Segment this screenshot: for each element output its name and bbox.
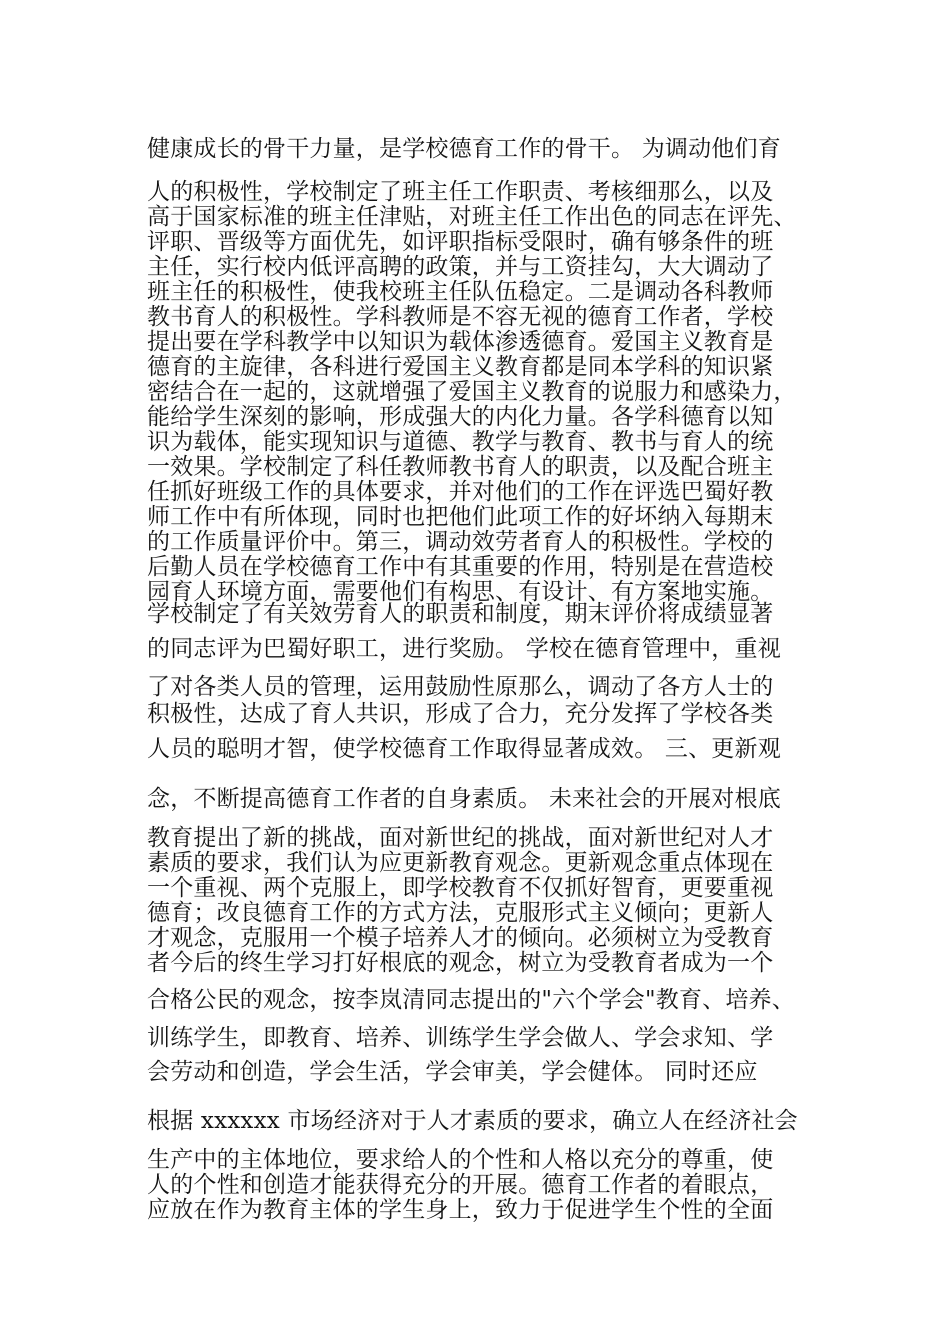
text-line: 了对各类人员的管理，运用鼓励性原那么，调动了各方人士的 [147,674,774,700]
text-line: 根据 xxxxxx 市场经济对于人才素质的要求，确立人在经济社会 [147,1108,798,1134]
text-line: 者今后的终生学习打好根底的观念，树立为受教育者成为一个 [147,950,774,976]
text-line: 应放在作为教育主体的学生身上，致力于促进学生个性的全面 [147,1197,774,1223]
text-line: 班主任的积极性，使我校班主任队伍稳定。二是调动各科教师 [147,279,774,305]
text-line: 德育；改良德育工作的方式方法，克服形式主义倾向；更新人 [147,900,774,926]
text-line: 人的个性和创造才能获得充分的开展。德育工作者的着眼点， [147,1172,774,1198]
text-line: 园育人环境方面，需要他们有构思、有设计、有方案地实施。 [147,579,774,605]
text-line: 人员的聪明才智，使学校德育工作取得显著成效。 三、更新观 [147,736,781,762]
text-line: 教书育人的积极性。学科教师是不容无视的德育工作者，学校 [147,304,774,330]
text-line: 才观念，克服用一个模子培养人才的倾向。必须树立为受教育 [147,925,774,951]
text-line: 学校制定了有关效劳育人的职责和制度，期末评价将成绩显著 [147,601,774,627]
text-line: 人的积极性，学校制定了班主任工作职责、考核细那么，以及 [147,179,774,205]
text-line: 德育的主旋律，各科进行爱国主义教育都是同本学科的知识紧 [147,354,774,380]
text-line: 提出要在学科教学中以知识为载体渗透德育。爱国主义教育是 [147,329,774,355]
text-line: 健康成长的骨干力量，是学校德育工作的骨干。 为调动他们育 [147,136,781,162]
text-line: 高于国家标准的班主任津贴，对班主任工作出色的同志在评先、 [147,204,797,230]
text-line: 训练学生，即教育、培养、训练学生学会做人、学会求知、学 [147,1025,774,1051]
text-line: 积极性，达成了育人共识，形成了合力，充分发挥了学校各类 [147,701,774,727]
text-line: 识为载体，能实现知识与道德、教学与教育、教书与育人的统 [147,429,774,455]
text-line: 的工作质量评价中。第三，调动效劳者育人的积极性。学校的 [147,529,774,555]
text-line: 任抓好班级工作的具体要求，并对他们的工作在评选巴蜀好教 [147,479,774,505]
text-line: 密结合在一起的，这就增强了爱国主义教育的说服力和感染力， [147,379,797,405]
text-line: 教育提出了新的挑战，面对新世纪的挑战，面对新世纪对人才 [147,825,774,851]
text-line: 念，不断提高德育工作者的自身素质。 未来社会的开展对根底 [147,786,781,812]
text-line: 素质的要求，我们认为应更新教育观念。更新观念重点体现在 [147,850,774,876]
text-line: 一效果。学校制定了科任教师教书育人的职责，以及配合班主 [147,454,774,480]
text-line: 生产中的主体地位，要求给人的个性和人格以充分的尊重，使 [147,1147,774,1173]
text-line: 的同志评为巴蜀好职工，进行奖励。 学校在德育管理中，重视 [147,636,781,662]
text-line: 一个重视、两个克服上，即学校教育不仅抓好智育，更要重视 [147,875,774,901]
text-line: 会劳动和创造，学会生活，学会审美，学会健体。 同时还应 [147,1059,758,1085]
text-line: 评职、晋级等方面优先，如评职指标受限时，确有够条件的班 [147,229,774,255]
text-line: 能给学生深刻的影响，形成强大的内化力量。各学科德育以知 [147,404,774,430]
text-line: 合格公民的观念，按李岚清同志提出的"六个学会"教育、培养、 [147,987,795,1013]
text-line: 后勤人员在学校德育工作中有其重要的作用，特别是在营造校 [147,554,774,580]
text-line: 师工作中有所体现，同时也把他们此项工作的好坏纳入每期末 [147,504,774,530]
text-line: 主任，实行校内低评高聘的政策，并与工资挂勾，大大调动了 [147,254,774,280]
